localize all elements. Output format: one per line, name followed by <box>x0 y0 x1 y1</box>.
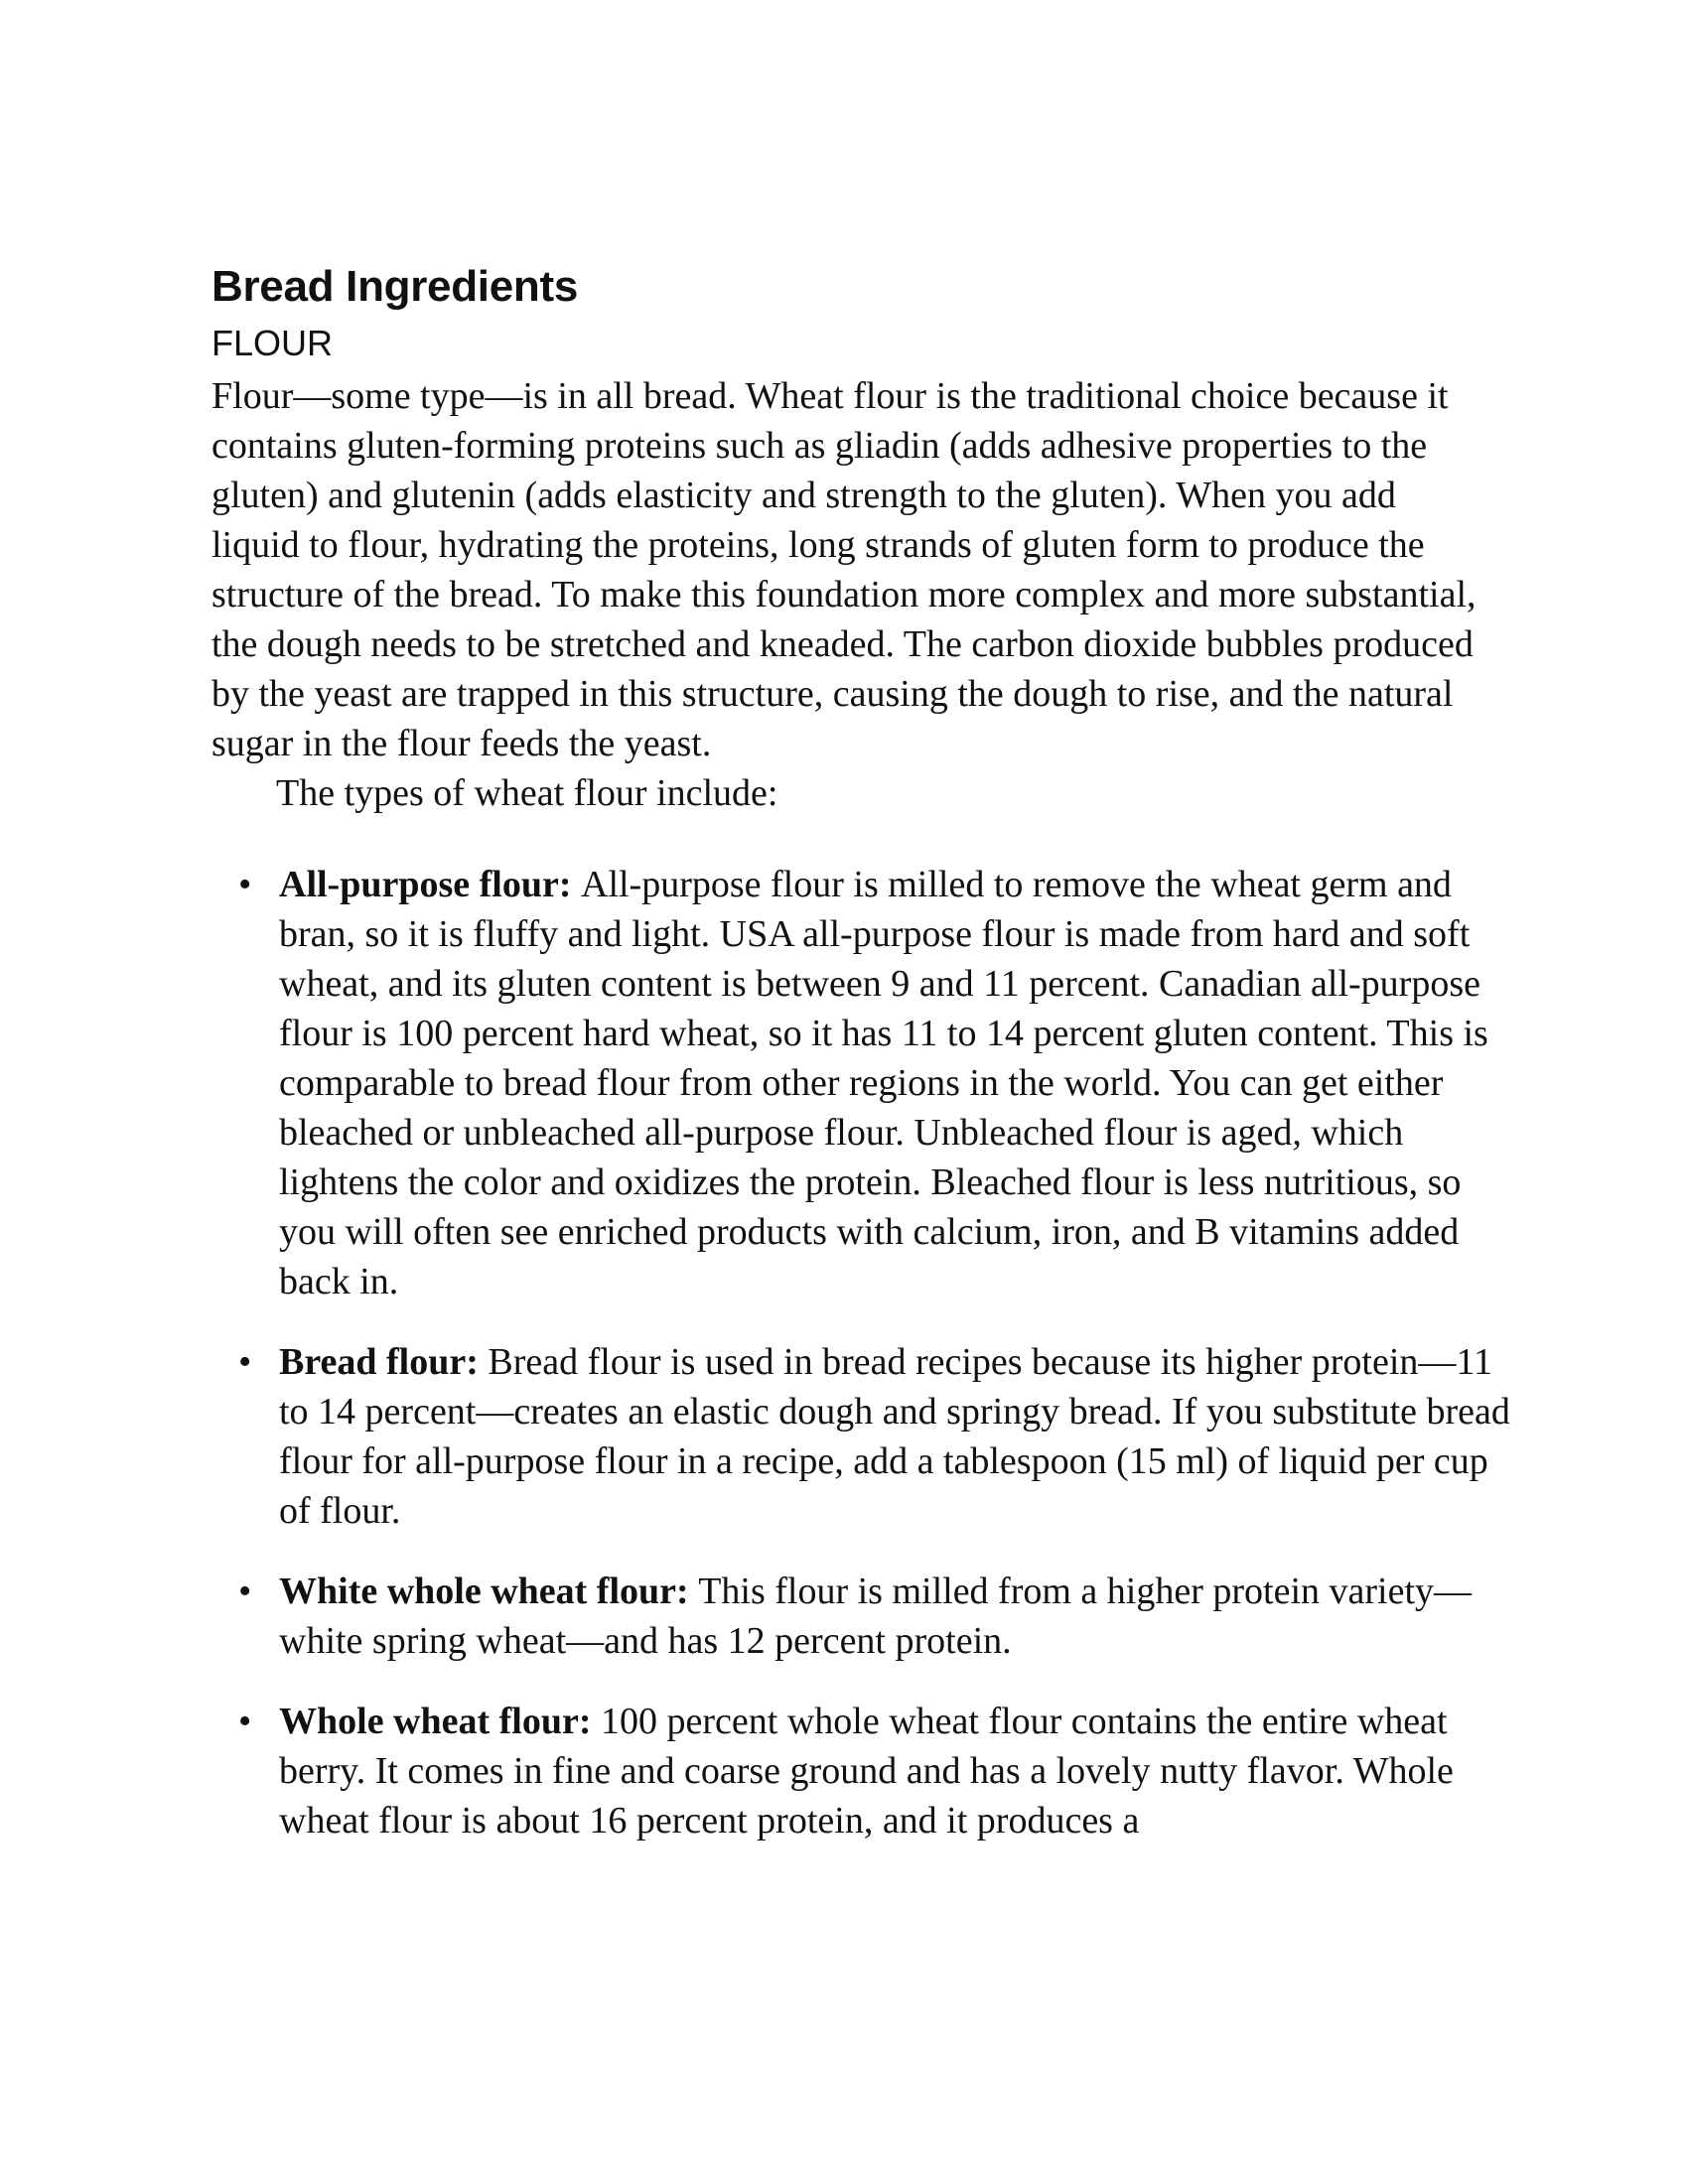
flour-description: Bread flour is used in bread recipes because its higher protein—11 to 14 percent—creates an elastic dough and springy bread. If you substitute bread flour for all-purpose flour in a recipe, add a tablespoon (15 ml) of liquid per cup of flour. <box>279 1341 1510 1532</box>
flour-description: 100 percent whole wheat flour contains the entire wheat berry. It comes in fine and coarse ground and has a lovely nutty flavor. Whole wheat flour is about 16 percent protein, and it produces a <box>279 1701 1454 1842</box>
flour-term: Bread flour: <box>279 1341 489 1383</box>
list-item <box>211 860 1520 1306</box>
list-lead-in: The types of wheat flour include: <box>276 772 778 814</box>
list-item <box>211 1567 1520 1666</box>
section-subtitle: FLOUR <box>211 323 334 363</box>
flour-description: This flour is milled from a higher protein variety—white spring wheat—and has 12 percent protein. <box>279 1570 1473 1662</box>
list-item <box>211 1337 1520 1536</box>
document-page <box>211 256 1510 1876</box>
bullet-icon: • <box>238 1570 252 1612</box>
flour-description: All-purpose flour is milled to remove the wheat germ and bran, so it is fluffy and light. USA all-purpose flour is made from hard and soft wheat, and its gluten content is between 9 and 11 percent. Canadian all-purpose flour is 100 percent hard wheat, so it has 11 to 14 percent gluten content. This is comparable to bread flour from other regions in the world. You can get either bleached or unbleached all-purpose flour. Unbleached flour is aged, which lightens the color and oxidizes the protein. Bleached flour is less nutritious, so you will often see enriched products with calcium, iron, and B vitamins added back in. <box>279 864 1488 1302</box>
flour-term: All-purpose flour: <box>279 864 581 905</box>
bullet-icon: • <box>238 864 252 905</box>
flour-term: White whole wheat flour: <box>279 1570 699 1612</box>
bullet-icon: • <box>238 1701 252 1742</box>
list-item <box>211 1697 1520 1845</box>
intro-paragraph: Flour—some type—is in all bread. Wheat flour is the traditional choice because it contains gluten-forming proteins such as gliadin (adds adhesive properties to the gluten) and glutenin (adds elasticity and strength to the gluten). When you add liquid to flour, hydrating the proteins, long strands of gluten form to produce the structure of the bread. To make this foundation more complex and more substantial, the dough needs to be stretched and kneaded. The carbon dioxide bubbles produced by the yeast are trapped in this structure, causing the dough to rise, and the natural sugar in the flour feeds the yeast. <box>211 375 1477 764</box>
page-title: Bread Ingredients <box>211 262 578 311</box>
bullet-icon: • <box>238 1341 252 1383</box>
flour-term: Whole wheat flour: <box>279 1701 602 1742</box>
flour-types-list <box>211 860 1510 1845</box>
